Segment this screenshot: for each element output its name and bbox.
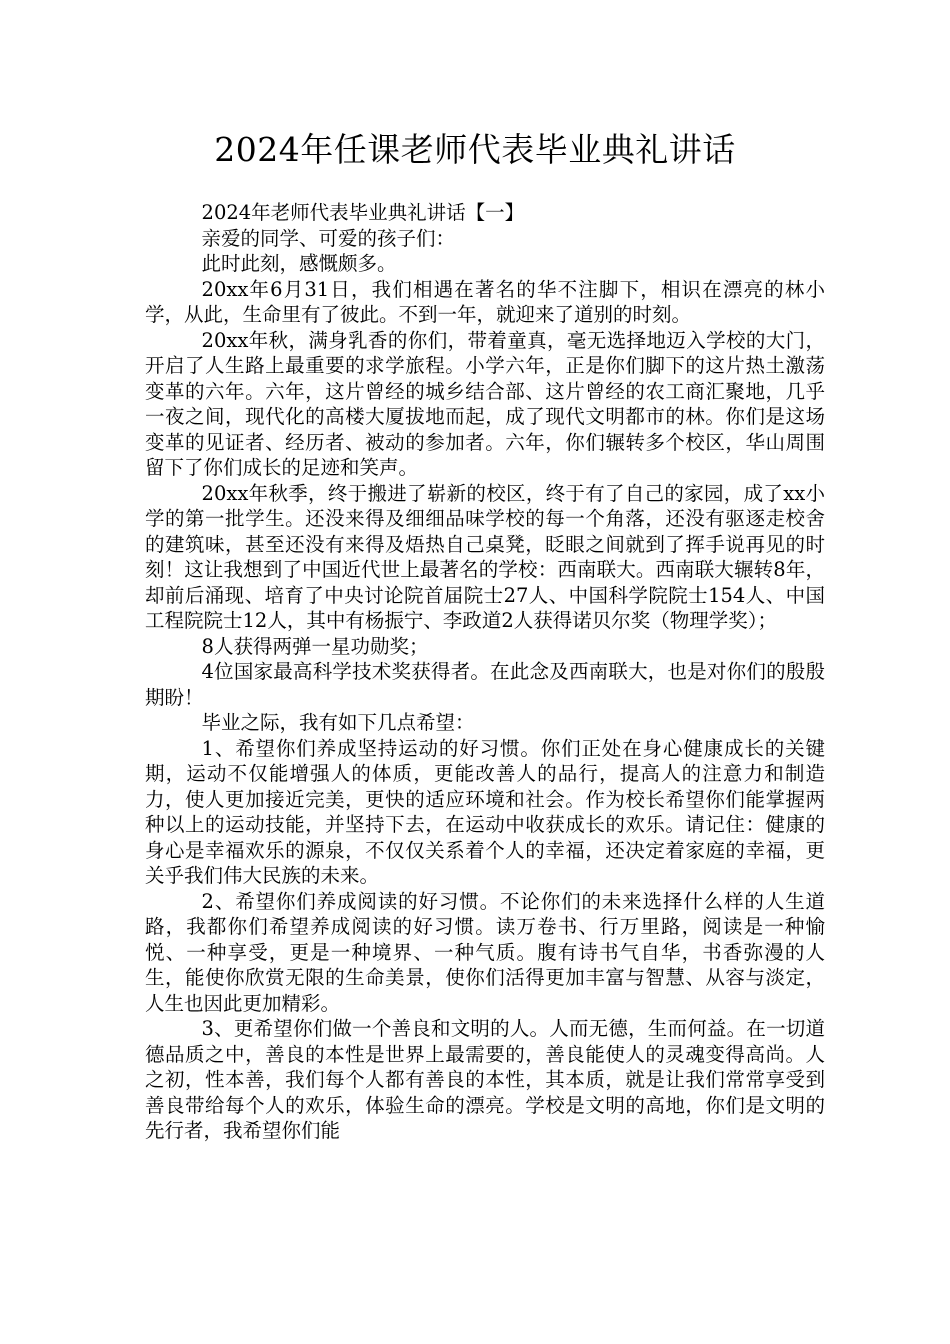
paragraph-subtitle: 2024年老师代表毕业典礼讲话【一】	[201, 201, 525, 224]
document-body	[145, 200, 825, 1144]
paragraph: 20xx年6月31日，我们相遇在著名的华不注脚下，相识在漂亮的林小学，从此，生命里有了彼此。不到一年，就迎来了道别的时刻。	[145, 277, 825, 326]
paragraph-hope-1: 1、希望你们养成坚持运动的好习惯。你们正处在身心健康成长的关键期，运动不仅能增强人的体质，更能改善人的品行，提高人的注意力和制造力，使人更加接近完美，更快的适应环境和社会。作为校长希望你们能掌握两种以上的运动技能，并坚持下去，在运动中收获成长的欢乐。请记住：健康的身心是幸福欢乐的源泉，不仅仅关系着个人的幸福，还决定着家庭的幸福，更关乎我们伟大民族的未来。	[145, 736, 825, 887]
document-title: 2024年任课老师代表毕业典礼讲话	[214, 130, 736, 169]
paragraph: 4位国家最高科学技术奖获得者。在此念及西南联大，也是对你们的殷殷期盼！	[145, 660, 825, 709]
paragraph-hope-2: 2、希望你们养成阅读的好习惯。不论你们的未来选择什么样的人生道路，我都你们希望养成阅读的好习惯。读万卷书、行万里路，阅读是一种愉悦、一种享受，更是一种境界、一种气质。腹有诗书气自华，书香弥漫的人生，能使你欣赏无限的生命美景，使你们活得更加丰富与智慧、从容与淡定，人生也因此更加精彩。	[145, 889, 825, 1015]
paragraph-hope-3: 3、更希望你们做一个善良和文明的人。人而无德，生而何益。在一切道德品质之中，善良的本性是世界上最需要的，善良能使人的灵魂变得高尚。人之初，性本善，我们每个人都有善良的本性，其本质，就是让我们常常享受到善良带给每个人的欢乐，体验生命的漂亮。学校是文明的高地，你们是文明的先行者，我希望你们能	[145, 1017, 825, 1142]
paragraph-greeting: 亲爱的同学、可爱的孩子们：	[201, 226, 456, 250]
paragraph: 20xx年秋季，终于搬进了崭新的校区，终于有了自己的家园，成了xx小学的第一批学生。还没来得及细细品味学校的每一个角落，还没有驱逐走校舍的建筑味，甚至还没有来得及焐热自己桌凳，眨眼之间就到了挥手说再见的时刻！这让我想到了中国近代世上最著名的学校：西南联大。西南联大辗转8年，却前后涌现、培育了中央讨论院首届院士27人、中国科学院院士154人、中国工程院院士12人，其中有杨振宁、李政道2人获得诺贝尔奖（物理学奖）；	[145, 481, 825, 632]
paragraph: 20xx年秋，满身乳香的你们，带着童真，毫无选择地迈入学校的大门，开启了人生路上最重要的求学旅程。小学六年，正是你们脚下的这片热土激荡变革的六年。六年，这片曾经的城乡结合部、这片曾经的农工商汇聚地，几乎一夜之间，现代化的高楼大厦拔地而起，成了现代文明都市的林。你们是这场变革的见证者、经历者、被动的参加者。六年，你们辗转多个校区，华山周围留下了你们成长的足迹和笑声。	[145, 328, 825, 479]
paragraph: 此时此刻，感慨颇多。	[201, 252, 397, 275]
paragraph: 8人获得两弹一星功勋奖；	[201, 634, 429, 658]
paragraph: 毕业之际，我有如下几点希望：	[201, 711, 475, 734]
